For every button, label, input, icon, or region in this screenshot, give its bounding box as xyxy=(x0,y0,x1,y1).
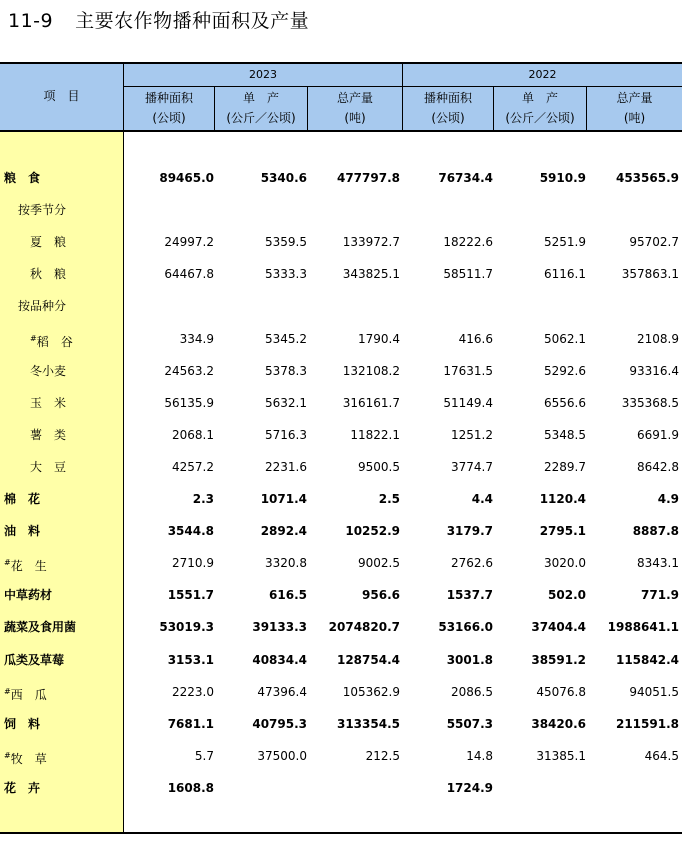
row-value-col-6: 464.5 xyxy=(644,749,679,763)
note-marker: # xyxy=(4,558,11,567)
row-value-col-5: 31385.1 xyxy=(536,749,586,763)
header-col-6: 总产量 xyxy=(616,91,653,105)
table-row xyxy=(0,714,682,734)
row-value-col-3: 2.5 xyxy=(378,492,400,506)
table-row xyxy=(0,168,682,188)
row-label: 棉 花 xyxy=(4,492,41,506)
row-value-col-3: 132108.2 xyxy=(342,364,400,378)
row-value-col-3: 10252.9 xyxy=(345,524,400,538)
row-value-col-6: 335368.5 xyxy=(621,396,679,410)
row-value-col-1: 56135.9 xyxy=(164,396,214,410)
row-value-col-1: 3544.8 xyxy=(167,524,214,538)
row-value-col-3: 9500.5 xyxy=(358,460,400,474)
row-label: 按品种分 xyxy=(18,299,67,313)
table-row xyxy=(0,617,682,637)
row-value-col-4: 4.4 xyxy=(471,492,493,506)
header-year-2022: 2022 xyxy=(528,68,557,81)
row-label: 饲 料 xyxy=(4,717,41,731)
row-value-col-2: 2231.6 xyxy=(265,460,307,474)
table-row xyxy=(0,521,682,541)
row-value-col-5: 5062.1 xyxy=(544,332,586,346)
row-value-col-2: 1071.4 xyxy=(260,492,307,506)
row-value-col-2: 5716.3 xyxy=(265,428,307,442)
row-value-col-5: 38420.6 xyxy=(531,717,586,731)
row-value-col-2: 37500.0 xyxy=(257,749,307,763)
row-value-col-3: 477797.8 xyxy=(336,171,400,185)
row-value-col-2: 5359.5 xyxy=(265,235,307,249)
row-value-col-6: 2108.9 xyxy=(637,332,679,346)
row-value-col-1: 1551.7 xyxy=(167,588,214,602)
row-label: 油 料 xyxy=(4,524,41,538)
row-value-col-4: 5507.3 xyxy=(446,717,493,731)
table-row xyxy=(0,489,682,509)
row-value-col-5: 5910.9 xyxy=(539,171,586,185)
table-row xyxy=(0,682,682,702)
row-value-col-1: 53019.3 xyxy=(159,620,214,634)
row-value-col-5: 5251.9 xyxy=(544,235,586,249)
row-value-col-5: 3020.0 xyxy=(544,556,586,570)
row-value-col-5: 2795.1 xyxy=(539,524,586,538)
row-value-col-2: 5340.6 xyxy=(260,171,307,185)
table-row xyxy=(0,553,682,573)
table-row xyxy=(0,746,682,766)
row-value-col-1: 64467.8 xyxy=(164,267,214,281)
table-row xyxy=(0,200,682,220)
row-value-col-3: 1790.4 xyxy=(358,332,400,346)
row-value-col-1: 5.7 xyxy=(194,749,214,763)
row-value-col-5: 6116.1 xyxy=(544,267,586,281)
row-value-col-3: 133972.7 xyxy=(342,235,400,249)
row-value-col-4: 1724.9 xyxy=(446,781,493,795)
row-value-col-1: 1608.8 xyxy=(167,781,214,795)
header-col-1: 播种面积 xyxy=(144,91,193,105)
row-value-col-4: 53166.0 xyxy=(438,620,493,634)
row-value-col-4: 18222.6 xyxy=(443,235,493,249)
row-value-col-6: 453565.9 xyxy=(615,171,679,185)
row-value-col-2: 616.5 xyxy=(269,588,307,602)
row-value-col-3: 9002.5 xyxy=(358,556,400,570)
row-value-col-5: 45076.8 xyxy=(536,685,586,699)
row-value-col-6: 1988641.1 xyxy=(607,620,679,634)
row-value-col-6: 93316.4 xyxy=(629,364,679,378)
row-value-col-4: 1537.7 xyxy=(446,588,493,602)
page-title xyxy=(8,6,309,33)
row-value-col-4: 2762.6 xyxy=(451,556,493,570)
row-value-col-3: 2074820.7 xyxy=(328,620,400,634)
row-value-col-5: 5348.5 xyxy=(544,428,586,442)
row-value-col-3: 105362.9 xyxy=(342,685,400,699)
row-label: 中草药材 xyxy=(4,588,53,602)
row-value-col-2: 2892.4 xyxy=(260,524,307,538)
row-value-col-4: 2086.5 xyxy=(451,685,493,699)
row-value-col-2: 5345.2 xyxy=(265,332,307,346)
row-value-col-3: 128754.4 xyxy=(336,653,400,667)
row-value-col-4: 3179.7 xyxy=(446,524,493,538)
table-row xyxy=(0,361,682,381)
header-item: 项 目 xyxy=(43,89,80,103)
table-row xyxy=(0,329,682,349)
row-value-col-4: 17631.5 xyxy=(443,364,493,378)
table-row xyxy=(0,650,682,670)
row-label: 大 豆 xyxy=(30,460,67,474)
row-value-col-3: 343825.1 xyxy=(342,267,400,281)
row-value-col-6: 8343.1 xyxy=(637,556,679,570)
header-year-2023: 2023 xyxy=(249,68,277,81)
row-value-col-1: 89465.0 xyxy=(159,171,214,185)
row-value-col-6: 95702.7 xyxy=(629,235,679,249)
row-value-col-6: 6691.9 xyxy=(637,428,679,442)
table-row xyxy=(0,393,682,413)
row-label: 按季节分 xyxy=(18,203,67,217)
row-value-col-2: 3320.8 xyxy=(265,556,307,570)
row-value-col-5: 37404.4 xyxy=(531,620,586,634)
row-label: 夏 粮 xyxy=(30,235,67,249)
header-col-2-unit: (公斤／公顷) xyxy=(226,111,296,125)
header-col-4-unit: (公顷) xyxy=(431,111,465,125)
table-number: 11-9 xyxy=(8,10,54,32)
row-value-col-3: 11822.1 xyxy=(350,428,400,442)
row-label: 瓜类及草莓 xyxy=(4,653,65,667)
row-value-col-3: 212.5 xyxy=(365,749,400,763)
row-label: #花 生 xyxy=(4,558,47,573)
row-value-col-3: 956.6 xyxy=(362,588,400,602)
header-col-3: 总产量 xyxy=(336,91,373,105)
row-value-col-3: 316161.7 xyxy=(342,396,400,410)
row-value-col-3: 313354.5 xyxy=(336,717,400,731)
row-label: 花 卉 xyxy=(4,781,41,795)
table-row xyxy=(0,425,682,445)
row-value-col-5: 6556.6 xyxy=(544,396,586,410)
row-value-col-4: 51149.4 xyxy=(443,396,493,410)
note-marker: # xyxy=(30,334,37,343)
table-row xyxy=(0,585,682,605)
row-label: 薯 类 xyxy=(30,428,67,442)
row-value-col-4: 58511.7 xyxy=(443,267,493,281)
row-value-col-5: 38591.2 xyxy=(531,653,586,667)
row-value-col-1: 4257.2 xyxy=(172,460,214,474)
header-col-5-unit: (公斤／公顷) xyxy=(505,111,575,125)
row-value-col-2: 39133.3 xyxy=(252,620,307,634)
row-value-col-6: 94051.5 xyxy=(629,685,679,699)
row-value-col-1: 7681.1 xyxy=(167,717,214,731)
row-value-col-6: 8642.8 xyxy=(637,460,679,474)
row-label: 蔬菜及食用菌 xyxy=(4,620,77,634)
row-value-col-2: 5378.3 xyxy=(265,364,307,378)
table-row xyxy=(0,232,682,252)
row-value-col-6: 771.9 xyxy=(641,588,679,602)
row-value-col-5: 502.0 xyxy=(548,588,586,602)
row-label: 秋 粮 xyxy=(30,267,67,281)
row-value-col-2: 47396.4 xyxy=(257,685,307,699)
table-header xyxy=(0,64,682,130)
table-row xyxy=(0,778,682,798)
row-value-col-1: 3153.1 xyxy=(167,653,214,667)
header-col-1-unit: (公顷) xyxy=(152,111,186,125)
table-title: 主要农作物播种面积及产量 xyxy=(75,10,310,32)
row-value-col-6: 211591.8 xyxy=(615,717,679,731)
row-value-col-1: 2710.9 xyxy=(172,556,214,570)
header-col-3-unit: (吨) xyxy=(344,111,366,125)
row-value-col-1: 24997.2 xyxy=(164,235,214,249)
header-col-5: 单 产 xyxy=(521,91,558,105)
row-value-col-4: 1251.2 xyxy=(451,428,493,442)
bottom-rule xyxy=(0,832,682,834)
row-label: #牧 草 xyxy=(4,751,47,766)
row-value-col-4: 416.6 xyxy=(458,332,493,346)
row-label: 粮 食 xyxy=(4,171,41,185)
note-marker: # xyxy=(4,687,11,696)
row-label: #稻 谷 xyxy=(30,334,73,349)
row-value-col-6: 4.9 xyxy=(657,492,679,506)
header-col-4: 播种面积 xyxy=(423,91,472,105)
row-value-col-1: 334.9 xyxy=(179,332,214,346)
row-value-col-5: 1120.4 xyxy=(539,492,586,506)
row-label: 玉 米 xyxy=(30,396,67,410)
row-value-col-6: 115842.4 xyxy=(615,653,679,667)
row-value-col-4: 3001.8 xyxy=(446,653,493,667)
row-value-col-5: 2289.7 xyxy=(544,460,586,474)
row-value-col-4: 3774.7 xyxy=(451,460,493,474)
row-value-col-1: 2.3 xyxy=(192,492,214,506)
row-value-col-6: 8887.8 xyxy=(632,524,679,538)
row-label: 冬小麦 xyxy=(30,364,67,378)
row-value-col-1: 24563.2 xyxy=(164,364,214,378)
note-marker: # xyxy=(4,751,11,760)
table-row xyxy=(0,457,682,477)
row-value-col-2: 5333.3 xyxy=(265,267,307,281)
row-value-col-1: 2223.0 xyxy=(172,685,214,699)
header-col-6-unit: (吨) xyxy=(623,111,646,125)
row-value-col-2: 40834.4 xyxy=(252,653,307,667)
row-value-col-4: 14.8 xyxy=(466,749,493,763)
row-value-col-4: 76734.4 xyxy=(438,171,493,185)
row-value-col-5: 5292.6 xyxy=(544,364,586,378)
row-label: #西 瓜 xyxy=(4,687,47,702)
row-value-col-2: 40795.3 xyxy=(252,717,307,731)
row-value-col-1: 2068.1 xyxy=(172,428,214,442)
row-value-col-2: 5632.1 xyxy=(265,396,307,410)
table-row xyxy=(0,264,682,284)
header-col-2: 单 产 xyxy=(242,91,279,105)
row-value-col-6: 357863.1 xyxy=(621,267,679,281)
table-row xyxy=(0,296,682,316)
